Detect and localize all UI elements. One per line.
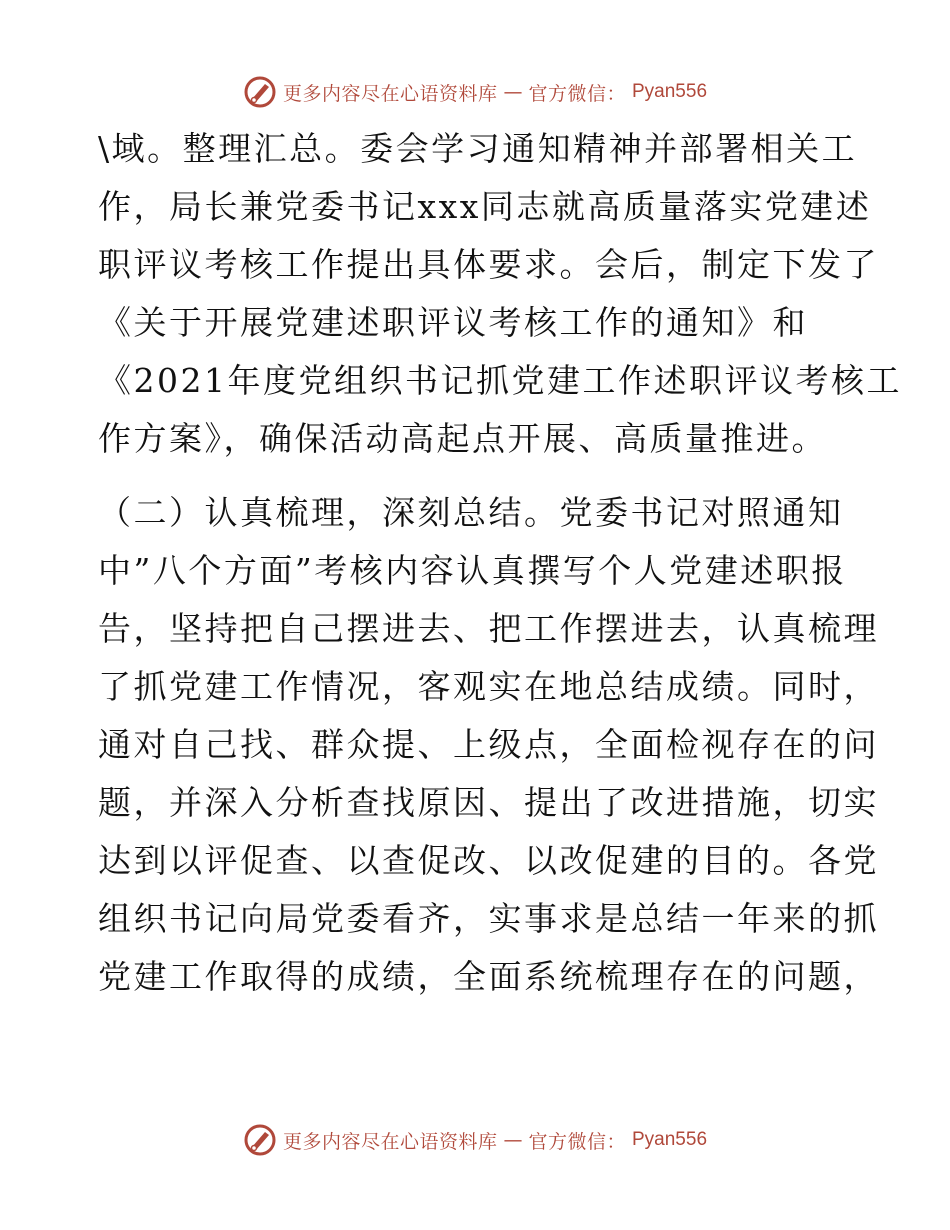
text-line: 作方案》，确保活动高起点开展、高质量推进。 <box>98 419 827 458</box>
brush-logo-icon <box>243 1123 277 1157</box>
banner-separator: — <box>503 1129 523 1151</box>
text-line: 了抓党建工作情况，客观实在地总结成绩。同时， <box>98 667 879 706</box>
banner-wechat-id: Pyan556 <box>632 81 708 102</box>
text-line: \域。整理汇总。委会学习通知精神并部署相关工 <box>98 129 858 168</box>
brush-logo-icon <box>243 75 277 109</box>
paragraph-1 <box>98 120 902 468</box>
text-line: 作，局长兼党委书记xxx同志就高质量落实党建述 <box>98 187 872 226</box>
text-line: 职评议考核工作提出具体要求。会后，制定下发了 <box>98 245 879 284</box>
text-line: 党建工作取得的成绩，全面系统梳理存在的问题， <box>98 957 879 996</box>
text-line: 告，坚持把自己摆进去、把工作摆进去，认真梳理 <box>98 609 879 648</box>
banner-wechat-label: 官方微信： <box>528 82 626 105</box>
text-line: 《关于开展党建述职评议考核工作的通知》和 <box>98 303 808 342</box>
header-watermark-banner <box>0 72 950 112</box>
banner-wechat-label: 官方微信： <box>528 1130 626 1153</box>
document-body <box>98 120 902 1006</box>
banner-separator: — <box>503 81 523 103</box>
text-line: （二）认真梳理，深刻总结。党委书记对照通知 <box>98 493 844 532</box>
footer-watermark-banner <box>0 1120 950 1160</box>
banner-text: 更多内容尽在心语资料库 <box>282 1130 498 1153</box>
text-line: 《2021年度党组织书记抓党建工作述职评议考核工 <box>98 361 902 400</box>
paragraph-gap <box>98 468 858 484</box>
text-line: 中”八个方面”考核内容认真撰写个人党建述职报 <box>98 551 847 590</box>
paragraph-2 <box>98 484 879 1006</box>
banner-text: 更多内容尽在心语资料库 <box>282 82 498 105</box>
text-line: 题，并深入分析查找原因、提出了改进措施，切实 <box>98 783 879 822</box>
text-line: 组织书记向局党委看齐，实事求是总结一年来的抓 <box>98 899 879 938</box>
banner-wechat-id: Pyan556 <box>632 1129 708 1150</box>
text-line: 通对自己找、群众提、上级点，全面检视存在的问 <box>98 725 879 764</box>
text-line: 达到以评促查、以查促改、以改促建的目的。各党 <box>98 841 879 880</box>
